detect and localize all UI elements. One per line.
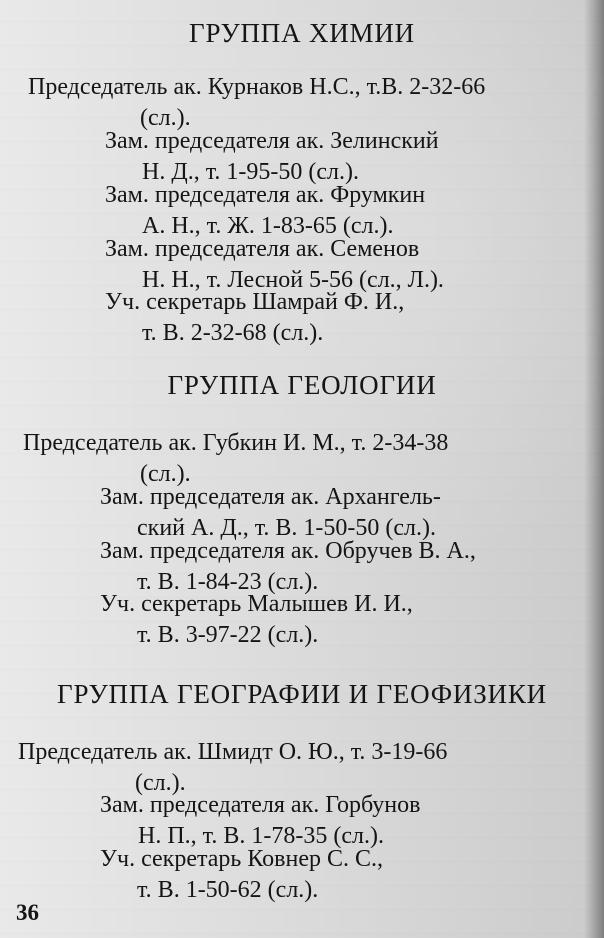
entry-line: Председатель ак. Курнаков Н.С., т.В. 2-32-66: [28, 74, 486, 100]
page-number: 36: [16, 900, 39, 925]
entry-geography-secretary: [100, 844, 383, 906]
entry-geography-deputy-gorbunov: [100, 790, 420, 852]
entry-chemistry-chair: [28, 72, 485, 134]
section-title-chemistry: ГРУППА ХИМИИ: [189, 18, 415, 48]
entry-geology-deputy-arkhangelsky: [100, 482, 441, 544]
entry-chemistry-deputy-frumkin: [105, 180, 425, 242]
entry-line: Н. Н., т. Лесной 5-56 (сл., Л.).: [142, 267, 444, 293]
entry-line: Н. Д., т. 1-95-50 (сл.).: [142, 159, 359, 185]
entry-line: Зам. председателя ак. Архангель-: [100, 484, 441, 510]
entry-line: Председатель ак. Губкин И. М., т. 2-34-38: [23, 430, 449, 456]
entry-geology-chair: [23, 428, 448, 490]
entry-line: Зам. председателя ак. Зелинский: [105, 128, 439, 154]
entry-line: А. Н., т. Ж. 1-83-65 (сл.).: [142, 213, 394, 239]
entry-line: (сл.).: [135, 770, 186, 796]
entry-line: Уч. секретарь Малышев И. И.,: [100, 591, 413, 617]
entry-line: ский А. Д., т. В. 1-50-50 (сл.).: [137, 515, 436, 541]
entry-line: Председатель ак. Шмидт О. Ю., т. 3-19-66: [18, 739, 448, 765]
entry-line: (сл.).: [140, 461, 191, 487]
entry-chemistry-secretary: [105, 287, 404, 349]
entry-line: Зам. председателя ак. Обручев В. А.,: [100, 538, 476, 564]
entry-line: Зам. председателя ак. Фрумкин: [105, 182, 426, 208]
entry-line: Уч. секретарь Ковнер С. С.,: [100, 846, 384, 872]
entry-line: т. В. 3-97-22 (сл.).: [137, 622, 319, 648]
section-title-geology: ГРУППА ГЕОЛОГИИ: [167, 370, 437, 400]
entry-line: (сл.).: [140, 105, 191, 131]
entry-line: т. В. 2-32-68 (сл.).: [142, 320, 324, 346]
page-edge-shadow: [584, 0, 604, 938]
section-title-geography-geophysics: ГРУППА ГЕОГРАФИИ И ГЕОФИЗИКИ: [57, 679, 547, 709]
entry-geology-secretary: [100, 589, 413, 651]
entry-chemistry-deputy-zelinsky: [105, 126, 439, 188]
entry-line: т. В. 1-50-62 (сл.).: [137, 877, 319, 903]
entry-line: Зам. председателя ак. Горбунов: [100, 792, 421, 818]
entry-line: Н. П., т. В. 1-78-35 (сл.).: [138, 823, 384, 849]
entry-line: т. В. 1-84-23 (сл.).: [137, 569, 319, 595]
entry-line: Уч. секретарь Шамрай Ф. И.,: [105, 289, 405, 315]
entry-line: Зам. председателя ак. Семенов: [105, 236, 420, 262]
